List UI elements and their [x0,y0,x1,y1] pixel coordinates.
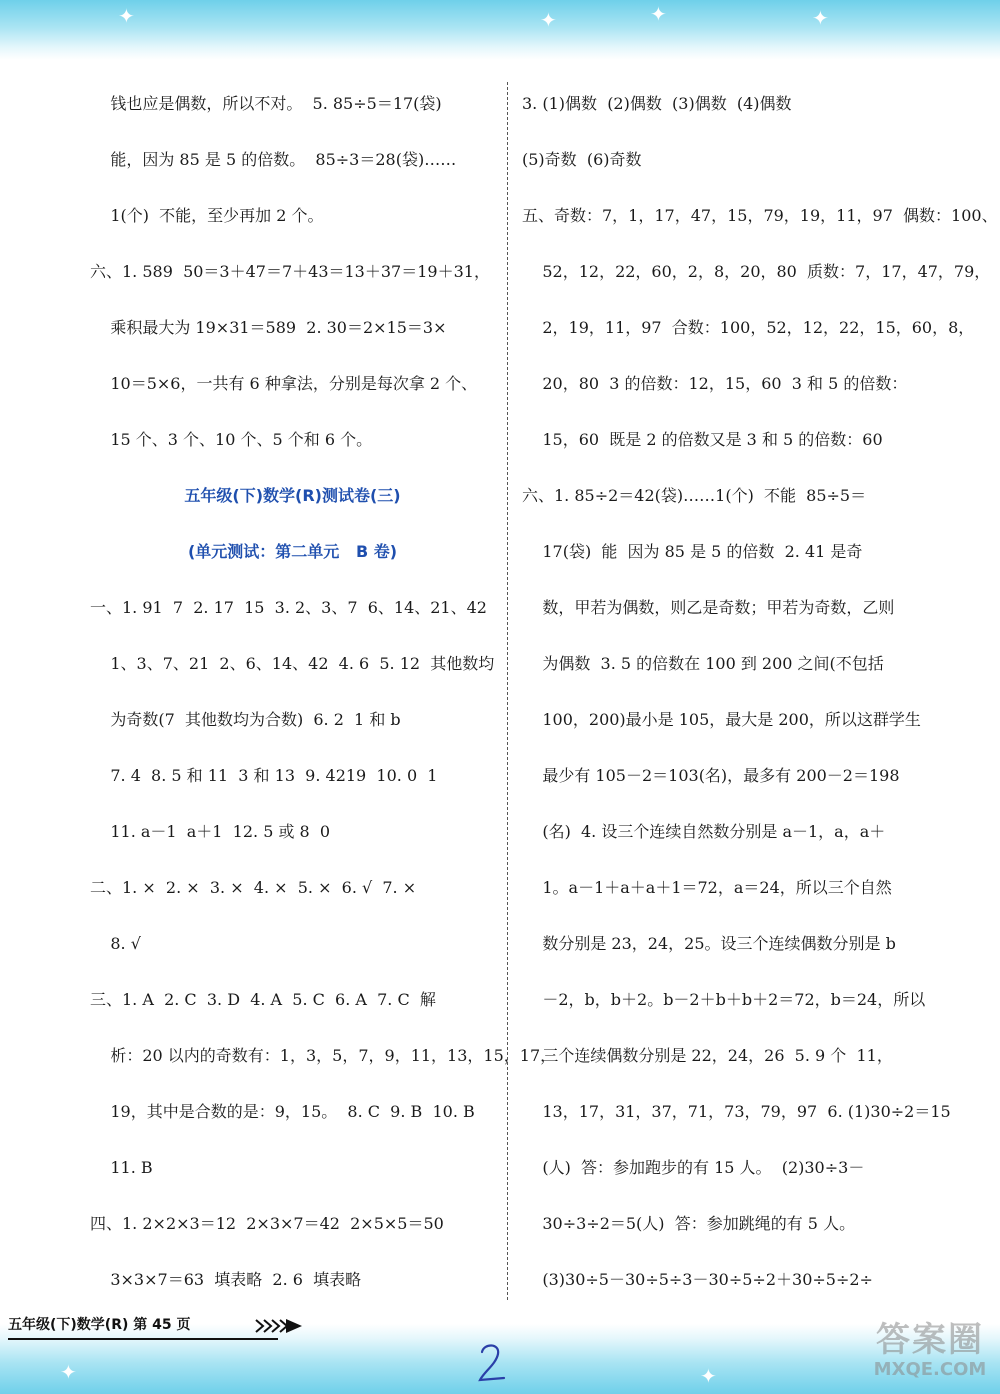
answer-line: (名) 4. 设三个连续自然数分别是 a－1，a，a＋ [522,822,886,841]
answer-line: 3. (1)偶数 (2)偶数 (3)偶数 (4)偶数 [522,94,792,113]
answer-line: 1(个) 不能，至少再加 2 个。 [90,206,324,225]
answer-line: 四、1. 2×2×3＝12 2×3×7＝42 2×5×5＝50 [90,1214,444,1233]
answer-line: (5)奇数 (6)奇数 [522,150,642,169]
column-divider [507,82,508,1300]
answer-line: 3×3×7＝63 填表略 2. 6 填表略 [90,1270,362,1289]
sparkle-icon: ✦ [60,1360,77,1384]
footer-underline [8,1338,278,1340]
answer-line: 11. B [90,1158,153,1177]
answer-line: 为偶数 3. 5 的倍数在 100 到 200 之间(不包括 [522,654,884,673]
answer-line: 乘积最大为 19×31＝589 2. 30＝2×15＝3× [90,318,447,337]
left-answer-column [90,76,557,1308]
answer-line: 五、奇数：7，1，17，47，15，79，19，11，97 偶数：100、 [522,206,998,225]
answer-line: 钱也应是偶数，所以不对。 5. 85÷5＝17(袋) [90,94,442,113]
answer-line: 数，甲若为偶数，则乙是奇数；甲若为奇数，乙则 [522,598,895,617]
answer-line: 13，17，31，37，71，73，79，97 6. (1)30÷2＝15 [522,1102,951,1121]
answer-line: 15，60 既是 2 的倍数又是 3 和 5 的倍数：60 [522,430,883,449]
page-footer [8,1312,190,1338]
answer-line: 数分别是 23，24，25。设三个连续偶数分别是 b [522,934,896,953]
sparkle-icon: ✦ [650,2,667,26]
answer-line: 六、1. 589 50＝3＋47＝7＋43＝13＋37＝19＋31， [90,262,490,281]
answer-line: 三、1. A 2. C 3. D 4. A 5. C 6. A 7. C 解 [90,990,436,1009]
answer-line: 19，其中是合数的是：9，15。 8. C 9. B 10. B [90,1102,475,1121]
handwritten-mark [472,1340,512,1384]
answer-line: 8. √ [90,934,141,953]
answer-line: 为奇数(7 其他数均为合数) 6. 2 1 和 b [90,710,401,729]
answer-line: 六、1. 85÷2＝42(袋)……1(个) 不能 85÷5＝ [522,486,867,505]
sparkle-icon: ✦ [118,4,135,28]
footer-label: 五年级(下)数学(R) 第 45 页 [8,1317,191,1333]
watermark-logo: 答案圈 [876,1320,984,1360]
answer-line: 7. 4 8. 5 和 11 3 和 13 9. 4219 10. 0 1 [90,766,438,785]
section-subtitle: (单元测试：第二单元 B 卷) [187,542,398,561]
answer-line: 1。a－1＋a＋a＋1＝72，a＝24，所以三个自然 [522,878,892,897]
answer-line: (3)30÷5－30÷5÷3－30÷5÷2＋30÷5÷2÷ [522,1270,873,1289]
answer-line: (人) 答：参加跑步的有 15 人。 (2)30÷3－ [522,1158,865,1177]
answer-line: 15 个、3 个、10 个、5 个和 6 个。 [90,430,373,449]
answer-line: 一、1. 91 7 2. 17 15 3. 2、3、7 6、14、21、42 [90,598,487,617]
answer-line: 二、1. × 2. × 3. × 4. × 5. × 6. √ 7. × [90,878,417,897]
answer-line: 三个连续偶数分别是 22，24，26 5. 9 个 11， [522,1046,893,1065]
answer-line: 52，12，22，60，2，8，20，80 质数：7，17，47，79， [522,262,991,281]
sparkle-icon: ✦ [540,8,557,32]
answer-line: 10＝5×6，一共有 6 种拿法，分别是每次拿 2 个、 [90,374,478,393]
answer-line: 析：20 以内的奇数有：1，3，5，7，9，11，13，15，17， [90,1046,557,1065]
section-title: 五年级(下)数学(R)测试卷(三) [184,486,401,505]
watermark [868,1320,992,1390]
arrow-chevrons-icon [254,1316,304,1336]
right-answer-column [522,76,998,1308]
top-decorative-band [0,0,1000,60]
answer-line: 最少有 105－2＝103(名)，最多有 200－2＝198 [522,766,900,785]
answer-line: 1、3、7、21 2、6、14、42 4. 6 5. 12 其他数均 [90,654,495,673]
answer-line: 30÷3÷2＝5(人) 答：参加跳绳的有 5 人。 [522,1214,856,1233]
answer-line: 能，因为 85 是 5 的倍数。 85÷3＝28(袋)…… [90,150,457,169]
answer-line: 100，200)最小是 105，最大是 200，所以这群学生 [522,710,921,729]
answer-line: 2，19，11，97 合数：100，52，12，22，15，60，8， [522,318,975,337]
watermark-url: MXQE.COM [873,1359,987,1380]
answer-line: 11. a－1 a＋1 12. 5 或 8 0 [90,822,331,841]
answer-line: 17(袋) 能 因为 85 是 5 的倍数 2. 41 是奇 [522,542,863,561]
answer-line: 20，80 3 的倍数：12，15，60 3 和 5 的倍数： [522,374,908,393]
answer-line: －2，b，b＋2。b－2＋b＋b＋2＝72，b＝24，所以 [522,990,926,1009]
sparkle-icon: ✦ [812,6,829,30]
sparkle-icon: ✦ [700,1364,717,1388]
